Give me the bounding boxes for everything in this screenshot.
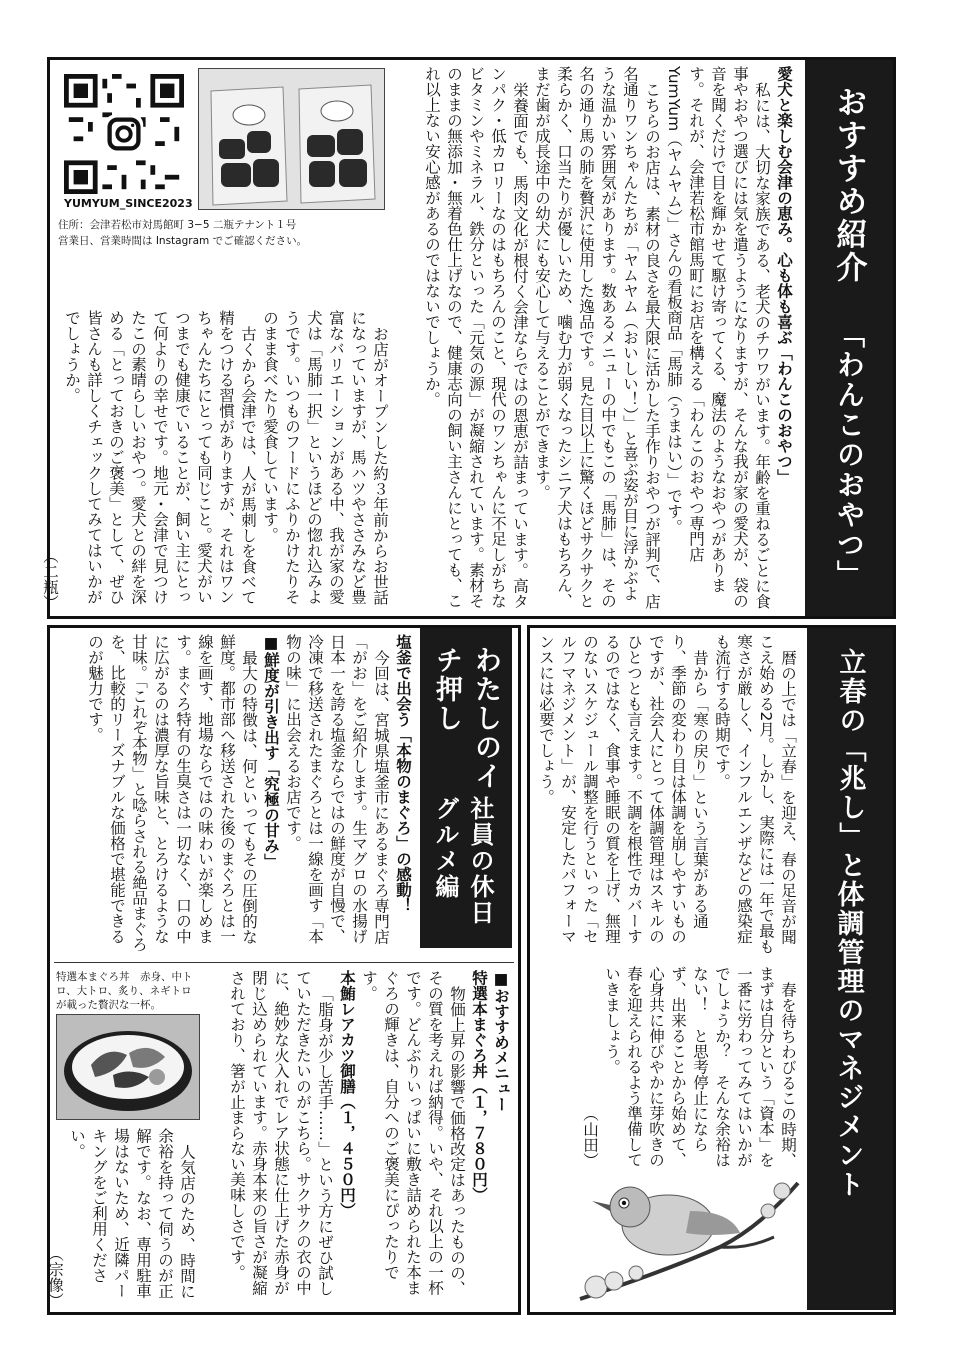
left-article-tail <box>46 1128 198 1308</box>
right-article-subtitle: 体調管理のマネジメント <box>832 880 864 1199</box>
left-article-subtitle: 社員の休日グルメ編 <box>431 796 494 927</box>
top-paragraph: お店がオープンした約３年前からお世話になっていますが、馬ハツやささみなど豊富なバリエーションがある中、我が家の愛犬は「馬肺一択」というほどの惚れ込みようです。いつものフードにふりかけたりそのまま食べたり愛食しています。 <box>261 310 389 605</box>
menu-item: 特選本まぐろ丼（１，７８０円） <box>470 970 488 1203</box>
left-divider <box>54 962 514 963</box>
tuna-photo-caption: 特選本まぐろ丼 赤身、中トロ、大トロ、炙り、ネギトロが載った贅沢な一杯。 <box>56 971 193 1012</box>
right-paragraph: 春を待ちわびるこの時期、まずは自分という「資本」を一番に労わってみてはいかがでしょうか？ そんな余裕はない！ と思考停止にならず、出来ることから始めて、心身共に伸びやかに芽吹きの春を迎えられるよう準備していきましょう。 <box>603 966 797 1168</box>
top-article-title: おすすめ紹介 <box>830 86 867 284</box>
left-section-paragraph: 最大の特徴は、何といってもその圧倒的な鮮度。都市部へ移送された後のまぐろとは一線を画す、地場ならではの味わいが楽しめます。まぐろ特有の生臭さは一切なく、口の中に広がるのは濃厚な旨味と、とろけるような甘味。「これぞ本物」と唸らされる絶品まぐろを、比較的リーズナブルな価格で堪能できるのが魅力です。 <box>86 634 258 952</box>
right-article-title-bar <box>807 628 893 1310</box>
dog-treat-photo <box>198 68 385 210</box>
top-article-body <box>390 66 795 610</box>
left-article-title: わたしのイチ押し <box>431 646 501 791</box>
qr-label: YUMYUM_SINCE2023 <box>64 197 193 210</box>
qr-code-icon[interactable] <box>64 74 184 194</box>
top-article-subtitle: 「わんこのおやつ」 <box>833 320 866 590</box>
left-article-lead: 塩釜で出会う「本物のまぐろ」の感動！ <box>394 634 412 913</box>
left-article-panel <box>47 625 521 1315</box>
left-article-signature: （宗像） <box>46 1246 64 1308</box>
top-article-lead: 愛犬と楽しむ会津の恵み。心も体も喜ぶ「わんこのおやつ」 <box>775 66 793 485</box>
shop-hours: 営業日、営業時間は Instagram でご確認ください。 <box>58 235 308 247</box>
bird-illustration <box>570 1163 805 1303</box>
menu-description: 「脂身が少し苦手……」という方にぜひ試していただきたいのがこちら。サクサクの衣の中に、絶妙な火入れでレア状態に仕上げた赤身が閉じ込められています。赤身本来の旨さが凝縮されており、箸が止まらない美味しさです。 <box>228 970 334 1296</box>
menu-item: 本鮪レアカツ御膳（１，４５０円） <box>338 970 356 1218</box>
right-article-upper <box>537 634 799 956</box>
top-article-signature: （二瓶） <box>41 548 59 610</box>
right-article-title: 立春の「兆し」と <box>834 648 866 880</box>
tuna-bowl-photo <box>56 1014 200 1120</box>
shop-address: 住所：会津若松市対馬館町 3−5 二瓶テナント１号 <box>58 219 297 231</box>
left-section-head: ■鮮度が引き出す「究極の甘み」 <box>262 634 280 869</box>
menu-note: 人気店のため、時間に余裕を持って伺うのが正解です。なお、専用駐車場はないため、近隣パーキングをご利用ください。 <box>68 1128 196 1299</box>
top-paragraph: 私には、大切な家族である、老犬のチワワがいます。年齢を重ねるごとに食事やおやつ選びには気を遣うようになりますが、そんな我が家の愛犬が、袋の音を聞くだけで目を輝かせて駆け寄ってくる、魔法のようなおやつがあります。それが、会津若松市館馬町にお店を構える「わんこのおやつ専門店YumYum（ヤムヤム）」さんの看板商品「馬肺（うまはい）」です。 <box>665 66 771 609</box>
right-paragraph: 昔から「寒の戻り」という言葉がある通り、季節の変わり目は体調を崩しやすいものですが、社会人にとって体調管理はスキルのひとつとも言えます。不調を根性でカバーするのではなく、食事や睡眠の質を上げ、無理のないスケジュール調整を行うといった「セルフマネジメント」が、安定したパフォーマンスには必要でしょう。 <box>537 634 709 944</box>
left-article-menu <box>202 970 512 1306</box>
right-paragraph: 暦の上では「立春」を迎え、春の足音が聞こえ始める2月。しかし、実際には一年で最も寒さが厳しく、インフルエンザなどの感染症も流行する時期です。 <box>713 634 797 954</box>
menu-description: 物価上昇の影響で価格改定はあったものの、その質を考えれば納得。いや、それ以上の一杯です。どんぶりいっぱいに敷き詰められた本まぐろの輝きは、自分へのご褒美にぴったりです。 <box>360 970 466 1296</box>
top-paragraph: 栄養面でも、馬肉文化が根付く会津ならではの恩恵が詰まっています。高タンパク・低カロリーなのはもちろんのこと、現代のワンちゃんに不足しがちなビタミンやミネラル、鉄分といった「元気の源」が凝縮されています。素材そのままの無添加・無着色仕上げなので、健康志向の飼い主さんにとっても、これ以上ない安心感があるのではないでしょうか。 <box>423 66 529 609</box>
left-article-upper <box>56 634 414 956</box>
left-article-title-bar <box>420 628 512 948</box>
top-article-title-bar <box>805 60 893 616</box>
top-paragraph: 古くから会津では、人が馬刺しを食べて精をつける習慣がありますが、それはワンちゃんたちにとっても同じこと。愛犬がいつまでも健康でいることが、飼い主にとって何よりの幸せです。地元・会津で見つけたこの素晴らしいおやつ。愛犬との絆を深める「とっておきのご褒美」として、ぜひ皆さんも詳しくチェックしてみてはいかがでしょうか。 <box>63 310 257 605</box>
right-article-lower <box>537 966 799 1168</box>
menu-head: ■おすすめメニュー <box>492 970 510 1112</box>
top-paragraph: こちらのお店は、素材の良さを最大限に活かした手作りおやつが評判で、店名通りワンちゃんたちが「ヤムヤム（おいしい！）」と喜ぶ姿が目に浮かぶような温かい雰囲気があります。数あるメニューの中でもこの「馬肺」は、その名の通り馬の肺を贅沢に使用した逸品です。見た目以上に驚くほどサクサクと柔らかく、口当たりが優しいため、噛む力が弱くなったシニア犬はもちろん、まだ歯が成長途中の幼犬にも安心して与えることができます。 <box>533 66 661 609</box>
right-article-signature: （山田） <box>581 1106 599 1168</box>
top-article-panel <box>41 57 896 619</box>
left-paragraph: 今回は、宮城県塩釜市にあるまぐろ専門店「がお」をご紹介します。生マグロの水揚げ日本一を誇る塩釜ならではの鮮度が自慢で、冷凍で移送されたまぐろとは一線を画す「本物の味」に出会えるお店です。 <box>284 634 390 944</box>
right-article-panel <box>527 625 896 1315</box>
top-article-body-lower <box>41 310 391 610</box>
